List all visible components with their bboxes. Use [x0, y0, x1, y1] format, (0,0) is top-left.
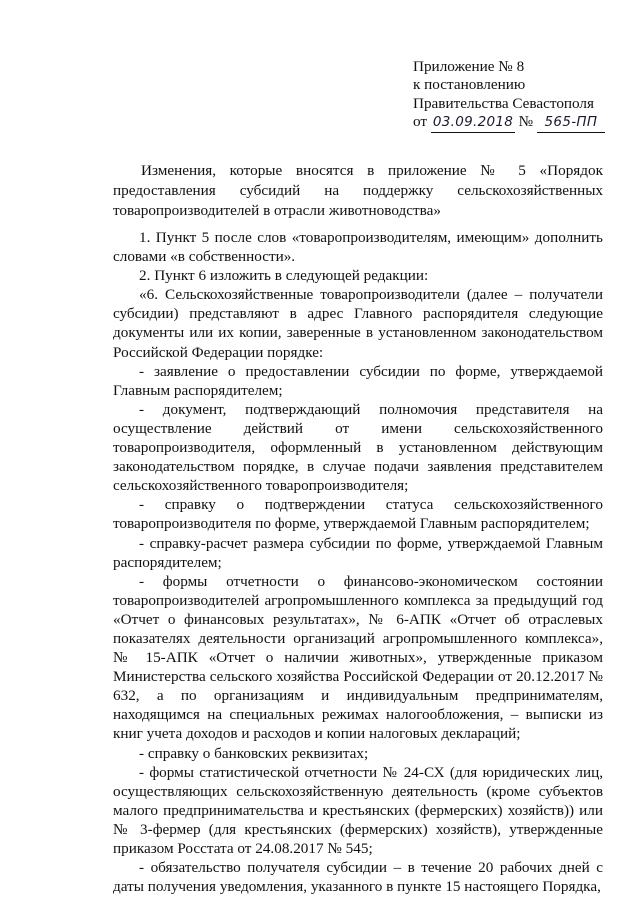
paragraph-1: 1. Пункт 5 после слов «товаропроизводителям, имеющим» дополнить словами «в собственности». — [113, 229, 603, 266]
list-item-application: - заявление о предоставлении субсидии по форме, утверждаемой Главным распорядителем; — [113, 362, 603, 399]
list-item-obligation: - обязательство получателя субсидии – в течение 20 рабочих дней с даты получения уведомления, указанного в пункте 15 настоящего Порядка, — [113, 859, 603, 896]
from-label: от — [413, 113, 428, 131]
list-item-status-certificate: - справку о подтверждении статуса сельскохозяйственного товаропроизводителя по форме, утверждаемой Главным распорядителем; — [113, 496, 603, 533]
paragraph-3: «6. Сельскохозяйственные товаропроизводители (далее – получатели субсидии) представляют в адрес Главного распорядителя следующие документы или их копии, заверенные в установленном законодательством Российской Федерации порядке: — [113, 286, 603, 361]
number-label: № — [518, 113, 534, 131]
list-item-bank-details: - справку о банковских реквизитах; — [139, 744, 369, 762]
appendix-date-line — [413, 113, 618, 132]
document-title — [113, 161, 603, 221]
appendix-to-resolution: к постановлению — [413, 76, 526, 94]
document-body — [113, 228, 603, 896]
list-item-statistical-forms: - формы статистической отчетности № 24-СХ (для юридических лиц, осуществляющих сельскохозяйственную деятельность (кроме субъектов малого предпринимательства и крестьянских (фермерских) хозяйств)) или № 3-фермер (для крестьянских (фермерских) хозяйств), утвержденные приказом Росстата от 24.08.2017 № 545; — [113, 763, 603, 857]
handwritten-date: 03.09.2018 — [431, 113, 515, 132]
list-item-power-of-attorney: - документ, подтверждающий полномочия представителя на осуществление действий от имени сельскохозяйственного товаропроизводителя, оформленный в установленном действующим законодательством порядке, в случае подачи заявления представителем сельскохозяйственного товаропроизводителя; — [113, 400, 603, 495]
list-item-calculation: - справку-расчет размера субсидии по форме, утверждаемой Главным распорядителем; — [113, 534, 603, 571]
list-item-reporting-forms: - формы отчетности о финансово-экономическом состоянии товаропроизводителей агропромышленного комплекса за предыдущий год «Отчет о финансовых результатах», № 6-АПК «Отчет об отраслевых показателях деятельности организаций агропромышленного комплекса», № 15-АПК «Отчет о наличии животных», утвержденные приказом Министерства сельского хозяйства Российской Федерации от 20.12.2017 № 632, а по организациям и индивидуальным предпринимателям, находящимся на специальных режимах налогообложения, – выписки из книг учета доходов и расходов и копии налоговых деклараций; — [113, 572, 603, 743]
title-line-2: предоставления субсидий на поддержку сельскохозяйственных — [113, 182, 603, 199]
handwritten-number: 565-ПП — [537, 113, 605, 132]
appendix-header — [413, 58, 618, 133]
paragraph-2: 2. Пункт 6 изложить в следующей редакции: — [139, 267, 429, 285]
title-line-1: Изменения, которые вносятся в приложение № 5 «Порядок — [141, 162, 603, 179]
appendix-number: Приложение № 8 — [413, 58, 525, 75]
title-line-3: товаропроизводителей в отрасли животноводства» — [113, 202, 441, 219]
appendix-government: Правительства Севастополя — [413, 94, 594, 112]
